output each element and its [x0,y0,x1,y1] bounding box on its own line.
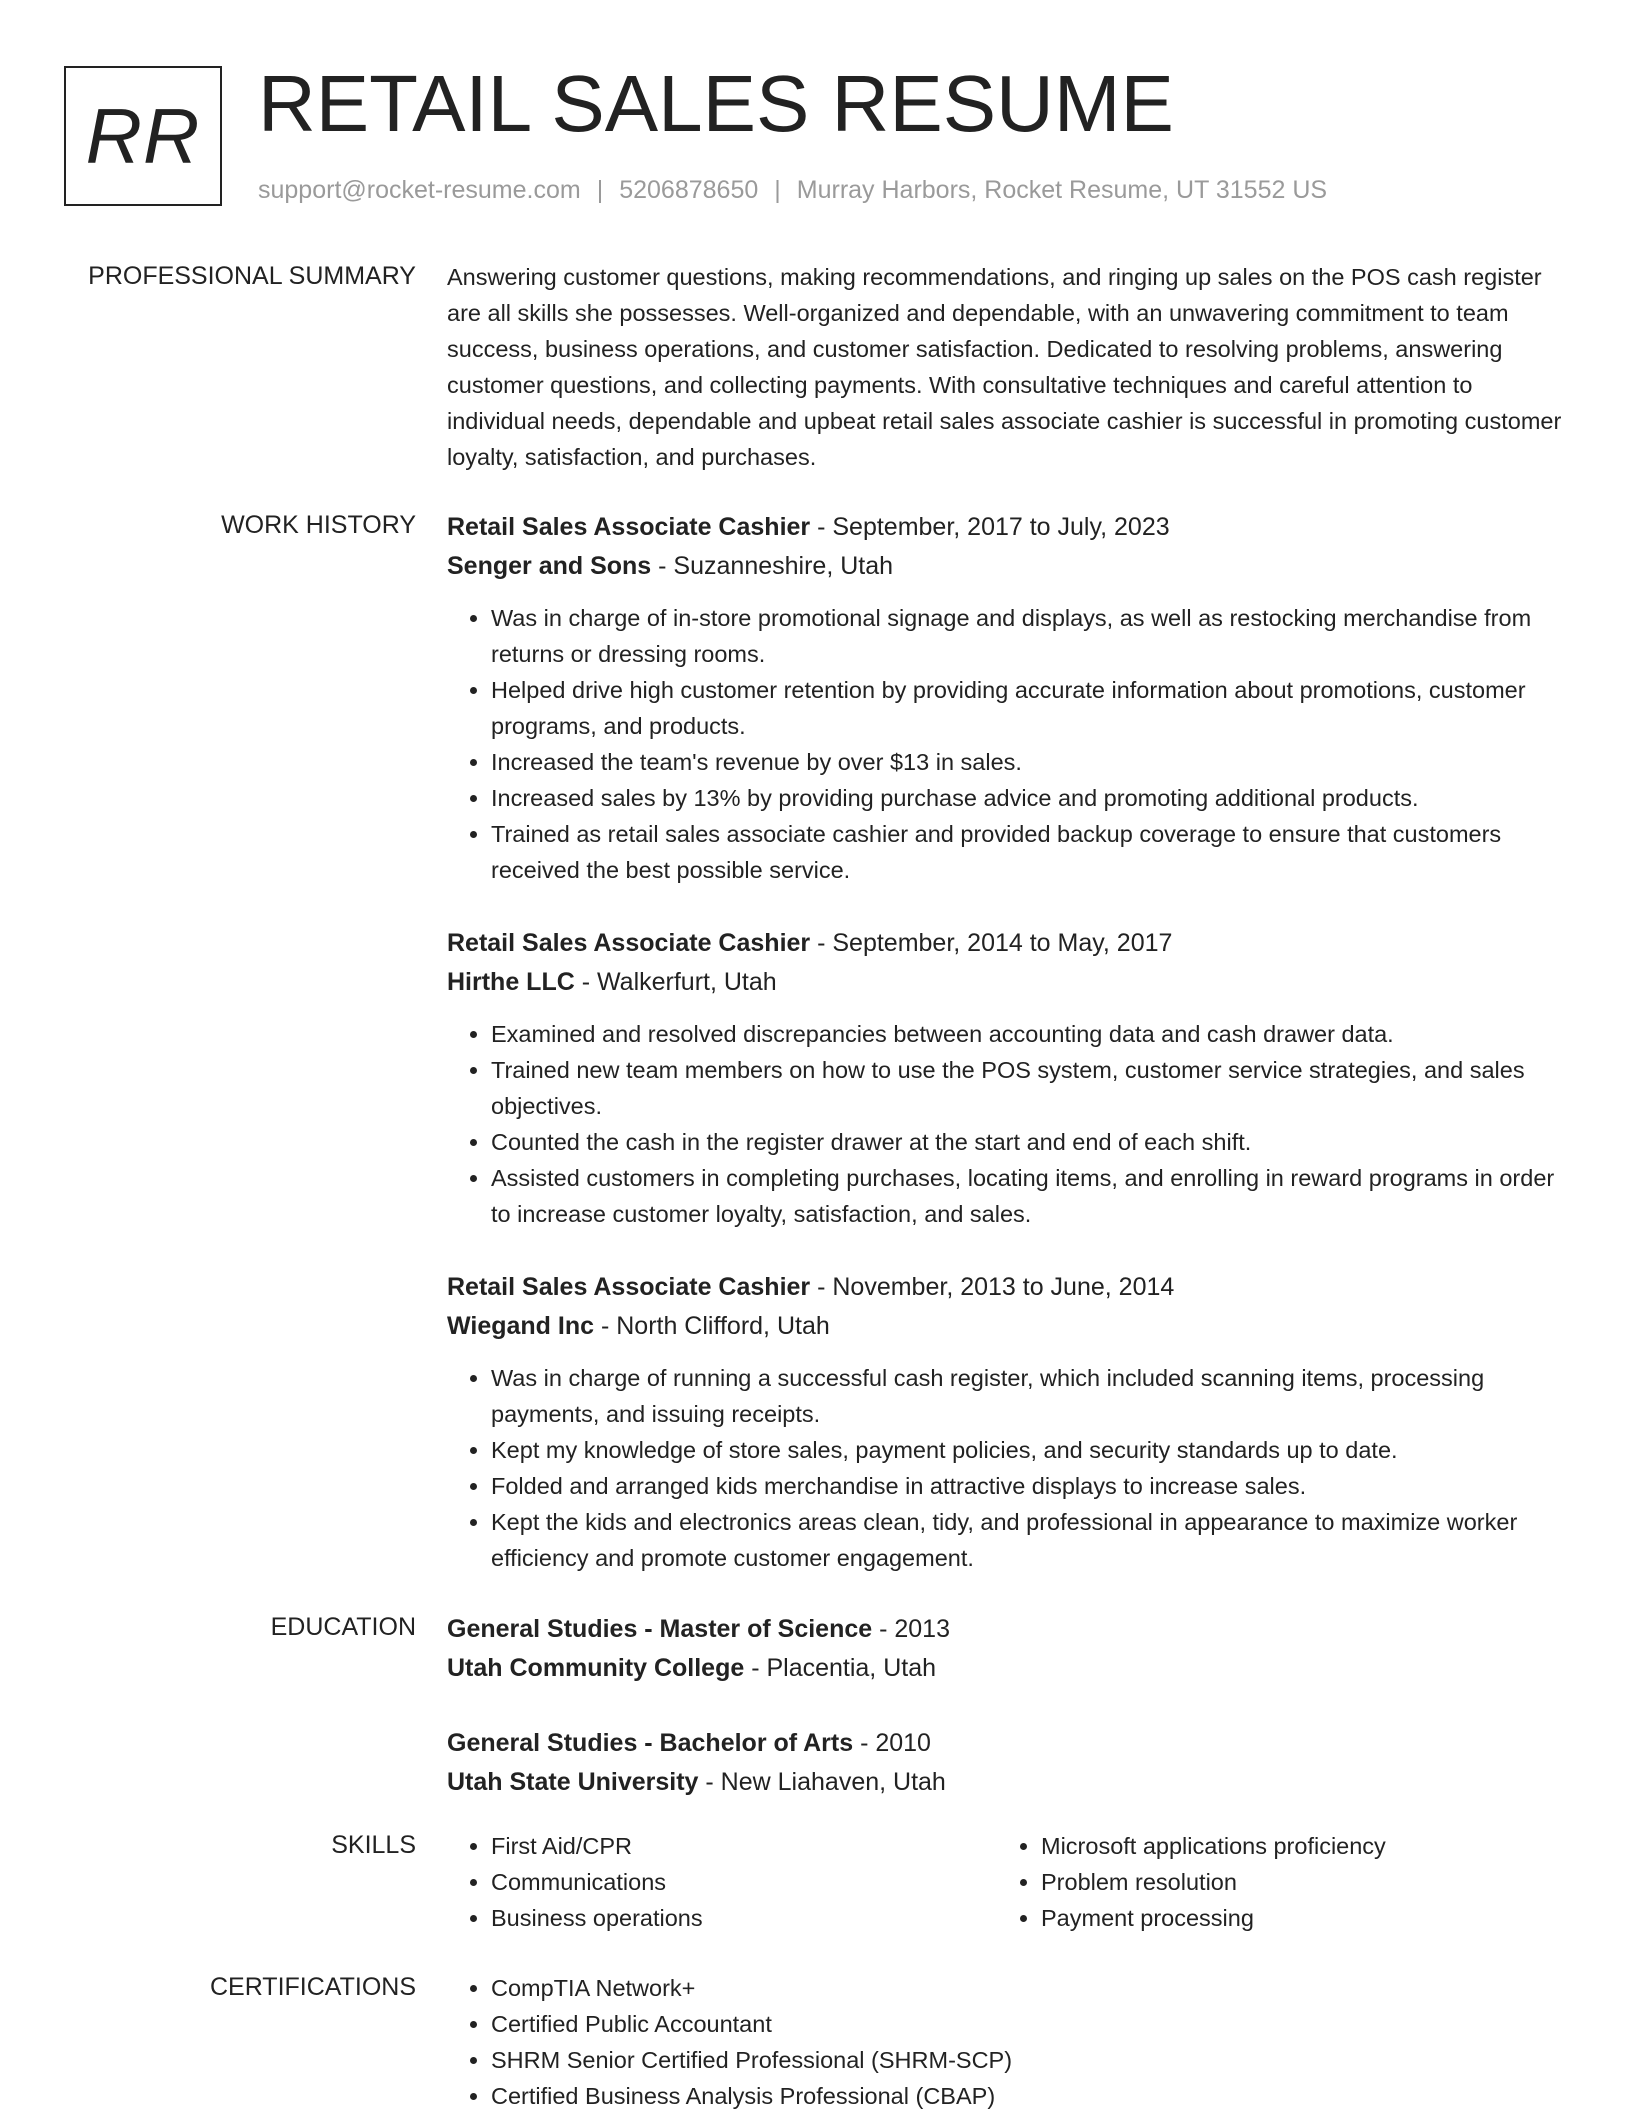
education-year: - 2013 [872,1615,950,1643]
job-bullets [447,1016,1562,1232]
list-item: • CompTIA Network+ [491,1970,1562,2006]
job-location: - Walkerfurt, Utah [574,968,777,996]
list-item: • Problem resolution [1041,1864,1547,1900]
job-title: Retail Sales Associate Cashier [447,1273,811,1301]
skills-list [997,1828,1547,1936]
list-item: • Kept the kids and electronics areas clean, tidy, and professional in appearance to maximize worker efficiency and promote customer engagement. [491,1504,1562,1576]
list-item: • Increased sales by 13% by providing purchase advice and promoting additional products. [491,780,1562,816]
job-company: Senger and Sons [447,552,652,580]
list-item: • Counted the cash in the register drawer at the start and end of each shift. [491,1124,1562,1160]
list-item: • Communications [491,1864,997,1900]
job-company-line [447,547,1562,586]
list-item: • Helped drive high customer retention by providing accurate information about promotions, customer programs, and products. [491,672,1562,744]
education-degree-line [447,1724,1562,1763]
education-year: - 2010 [853,1729,931,1757]
list-item: • Certified Business Analysis Professional (CBAP) [491,2078,1562,2114]
skills-grid [447,1828,1562,1936]
job-title-line [447,924,1562,963]
list-item: • Kept my knowledge of store sales, payment policies, and security standards up to date. [491,1432,1562,1468]
monogram-logo: RR [64,66,222,206]
summary-text: Answering customer questions, making recommendations, and ringing up sales on the POS cash register are all skills she possesses. Well-organized and dependable, with an unwavering commitment to team success, business operations, and customer satisfaction. Dedicated to resolving problems, answering customer questions, and collecting payments. With consultative techniques and careful attention to individual needs, dependable and upbeat retail sales associate cashier is successful in promoting customer loyalty, satisfaction, and purchases. [447,264,1562,470]
list-item: • Examined and resolved discrepancies between accounting data and cash drawer data. [491,1016,1562,1052]
education-entry [447,1724,1562,1802]
contact-address: Murray Harbors, Rocket Resume, UT 31552 US [796,176,1328,204]
skills-list [447,1828,997,1936]
job-title-line [447,508,1562,547]
education-school: Utah State University [447,1768,699,1796]
list-item: • Was in charge of running a successful cash register, which included scanning items, processing payments, and issuing receipts. [491,1360,1562,1432]
skills-column [997,1828,1547,1936]
section-label-certifications: CERTIFICATIONS [209,1973,416,2001]
job-bullets [447,600,1562,888]
job-title-line [447,1268,1562,1307]
contact-separator: | [596,176,604,204]
job-dates: - September, 2014 to May, 2017 [810,929,1173,957]
section-label-summary: PROFESSIONAL SUMMARY [88,262,416,290]
education-degree-line [447,1610,1562,1649]
skills-column [447,1828,997,1936]
section-label-skills: SKILLS [331,1831,416,1859]
contact-phone: 5206878650 [619,176,759,204]
list-item: • Certified Public Accountant [491,2006,1562,2042]
job-company: Hirthe LLC [447,968,575,996]
job-company-line [447,1307,1562,1346]
job-title: Retail Sales Associate Cashier [447,929,811,957]
job-company: Wiegand Inc [447,1312,595,1340]
education-school-line [447,1763,1562,1802]
education-school: Utah Community College [447,1654,745,1682]
list-item: • Microsoft applications proficiency [1041,1828,1547,1864]
list-item: • Was in charge of in-store promotional signage and displays, as well as restocking merchandise from returns or dressing rooms. [491,600,1562,672]
job-bullets [447,1360,1562,1576]
list-item: • Payment processing [1041,1900,1547,1936]
education-degree: General Studies - Bachelor of Arts [447,1729,854,1757]
education-location: - Placentia, Utah [744,1654,937,1682]
contact-email: support@rocket-resume.com [258,176,581,204]
education-degree: General Studies - Master of Science [447,1615,873,1643]
list-item: • Trained new team members on how to use the POS system, customer service strategies, and sales objectives. [491,1052,1562,1124]
job-dates: - September, 2017 to July, 2023 [810,513,1170,541]
list-item: • Assisted customers in completing purchases, locating items, and enrolling in reward programs in order to increase customer loyalty, satisfaction, and sales. [491,1160,1562,1232]
list-item: • Trained as retail sales associate cashier and provided backup coverage to ensure that customers received the best possible service. [491,816,1562,888]
section-label-education: EDUCATION [270,1613,416,1641]
list-item: • Folded and arranged kids merchandise in attractive displays to increase sales. [491,1468,1562,1504]
certifications-list [447,1970,1562,2114]
education-school-line [447,1649,1562,1688]
job-dates: - November, 2013 to June, 2014 [810,1273,1175,1301]
section-label-work-history: WORK HISTORY [221,511,416,539]
job-entry [447,924,1562,1232]
contact-line [258,174,1327,206]
list-item: • Increased the team's revenue by over $13 in sales. [491,744,1562,780]
job-location: - Suzanneshire, Utah [651,552,894,580]
list-item: • SHRM Senior Certified Professional (SHRM-SCP) [491,2042,1562,2078]
job-title: Retail Sales Associate Cashier [447,513,811,541]
education-entry [447,1610,1562,1688]
resume-title: RETAIL SALES RESUME [258,59,1174,148]
job-location: - North Clifford, Utah [594,1312,830,1340]
list-item: • Business operations [491,1900,997,1936]
education-location: - New Liahaven, Utah [698,1768,946,1796]
job-entry [447,508,1562,888]
job-entry [447,1268,1562,1576]
list-item: • First Aid/CPR [491,1828,997,1864]
job-company-line [447,963,1562,1002]
contact-separator: | [774,176,781,204]
